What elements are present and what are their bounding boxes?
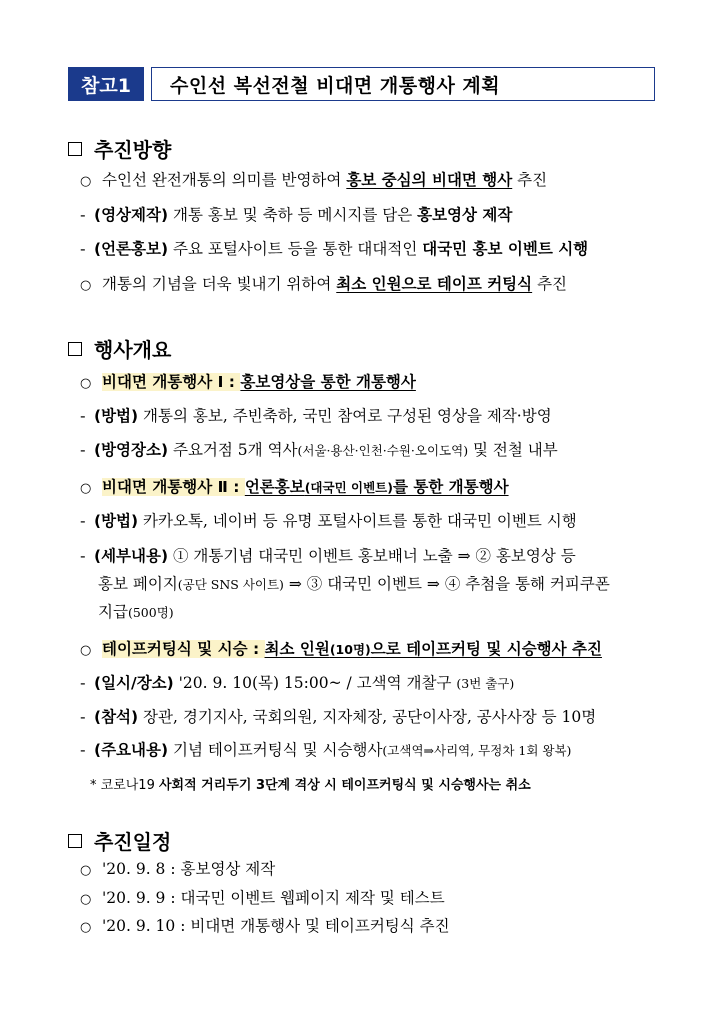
label: (일시/장소) xyxy=(94,674,174,692)
event-2-details-cont-2 xyxy=(98,602,174,623)
dash-bullet-icon: - xyxy=(80,708,86,726)
schedule-item-2 xyxy=(80,888,650,910)
section-title: 추진방향 xyxy=(94,138,172,162)
event-3-time-place xyxy=(80,673,650,694)
label: (영상제작) xyxy=(94,206,169,224)
square-bullet-icon xyxy=(68,834,82,848)
text: '20. 9. 10(목) 15:00~ / 고색역 개찰구 xyxy=(173,674,457,692)
small-text: (500명) xyxy=(127,605,174,620)
label: (세부내용) xyxy=(94,547,169,565)
text: 기념 테이프커팅식 및 시승행사 xyxy=(168,741,383,759)
dash-bullet-icon: - xyxy=(80,240,86,258)
section-heading-schedule xyxy=(68,826,171,855)
event-subtitle: 최소 인원 xyxy=(264,640,330,658)
section-heading-overview xyxy=(68,334,171,363)
event-2-heading xyxy=(80,477,650,499)
text: 및 전철 내부 xyxy=(468,441,558,459)
event-subtitle: 를 통한 개통행사 xyxy=(392,478,509,496)
text: ① 개통기념 대국민 이벤트 홍보배너 노출 ⇒ ② 홍보영상 등 xyxy=(168,547,576,565)
event-2-details xyxy=(80,546,650,566)
small-text: (3번 출구) xyxy=(456,676,515,691)
emphasis: 최소 인원으로 테이프 커팅식 xyxy=(336,275,533,293)
document-header xyxy=(68,67,655,101)
label: (참석) xyxy=(94,708,139,726)
dash-bullet-icon: - xyxy=(80,512,86,530)
small-text: (대국민 이벤트) xyxy=(304,480,393,495)
event-title: 비대면 개통행사 Ⅱ : xyxy=(102,478,245,496)
dash-bullet-icon: - xyxy=(80,441,86,459)
event-subtitle: 으로 테이프커팅 및 시승행사 추진 xyxy=(370,640,602,658)
text: ⇒ ③ 대국민 이벤트 ⇒ ④ 추첨을 통해 커피쿠폰 xyxy=(283,575,610,593)
text: 개통의 기념을 더욱 빛내기 위하여 xyxy=(102,275,337,293)
dash-bullet-icon: - xyxy=(80,206,86,224)
note-emphasis: 사회적 거리두기 3단계 격상 시 테이프커팅식 및 시승행사는 취소 xyxy=(158,778,531,793)
schedule-item-3 xyxy=(80,916,650,938)
small-text: (10명) xyxy=(329,642,371,657)
note-text: * 코로나19 xyxy=(90,778,159,793)
circle-bullet-icon: ○ xyxy=(80,643,92,658)
text: 카카오톡, 네이버 등 유명 포털사이트를 통한 대국민 이벤트 시행 xyxy=(138,512,577,530)
circle-bullet-icon: ○ xyxy=(80,174,92,189)
event-2-details-cont-1 xyxy=(98,574,610,595)
direction-item-2 xyxy=(80,205,650,225)
dash-bullet-icon: - xyxy=(80,407,86,425)
section-heading-direction xyxy=(68,134,171,163)
emphasis: 홍보영상 제작 xyxy=(417,206,513,224)
text: 지급 xyxy=(98,603,128,621)
schedule-text: '20. 9. 8 : 홍보영상 제작 xyxy=(102,860,276,878)
direction-item-4 xyxy=(80,274,650,296)
event-subtitle: 언론홍보 xyxy=(244,478,305,496)
text: 홍보 페이지 xyxy=(98,575,178,593)
reference-badge: 참고1 xyxy=(68,67,144,101)
label: (방영장소) xyxy=(94,441,169,459)
document-title: 수인선 복선전철 비대면 개통행사 계획 xyxy=(151,67,655,101)
label: (주요내용) xyxy=(94,741,169,759)
circle-bullet-icon: ○ xyxy=(80,376,92,391)
small-text: (공단 SNS 사이트) xyxy=(177,577,284,592)
covid-note xyxy=(90,774,660,796)
section-title: 추진일정 xyxy=(94,830,172,854)
text: 추진 xyxy=(532,275,568,293)
event-3-attendees xyxy=(80,707,650,727)
small-text: (서울·용산·인천·수원·오이도역) xyxy=(297,443,469,458)
small-text: (고색역⇒사리역, 무정차 1회 왕복) xyxy=(382,743,572,758)
event-1-place xyxy=(80,440,650,461)
dash-bullet-icon: - xyxy=(80,741,86,759)
circle-bullet-icon: ○ xyxy=(80,863,92,878)
emphasis: 홍보 중심의 비대면 행사 xyxy=(346,171,513,189)
dash-bullet-icon: - xyxy=(80,547,86,565)
square-bullet-icon xyxy=(68,142,82,156)
direction-item-1 xyxy=(80,170,650,192)
text: 개통의 홍보, 주빈축하, 국민 참여로 구성된 영상을 제작·방영 xyxy=(138,407,552,425)
circle-bullet-icon: ○ xyxy=(80,278,92,293)
dash-bullet-icon: - xyxy=(80,674,86,692)
event-2-method xyxy=(80,511,650,531)
label: (방법) xyxy=(94,512,139,530)
schedule-text: '20. 9. 9 : 대국민 이벤트 웹페이지 제작 및 테스트 xyxy=(102,889,445,907)
event-title: 테이프커팅식 및 시승 : xyxy=(102,640,265,658)
text: 수인선 완전개통의 의미를 반영하여 xyxy=(102,171,347,189)
event-1-heading xyxy=(80,372,650,394)
circle-bullet-icon: ○ xyxy=(80,481,92,496)
text: 개통 홍보 및 축하 등 메시지를 담은 xyxy=(168,206,418,224)
schedule-item-1 xyxy=(80,859,650,881)
event-title: 비대면 개통행사 Ⅰ : xyxy=(102,373,241,391)
circle-bullet-icon: ○ xyxy=(80,920,92,935)
emphasis: 대국민 홍보 이벤트 시행 xyxy=(422,240,589,258)
event-1-method xyxy=(80,406,650,426)
label: (언론홍보) xyxy=(94,240,169,258)
text: 주요 포털사이트 등을 통한 대대적인 xyxy=(168,240,423,258)
event-3-heading xyxy=(80,639,650,661)
square-bullet-icon xyxy=(68,342,82,356)
text: 주요거점 5개 역사 xyxy=(168,441,298,459)
event-3-contents xyxy=(80,740,650,761)
text: 장관, 경기지사, 국회의원, 지자체장, 공단이사장, 공사사장 등 10명 xyxy=(138,708,597,726)
text: 추진 xyxy=(512,171,548,189)
section-title: 행사개요 xyxy=(94,338,172,362)
direction-item-3 xyxy=(80,239,650,259)
event-subtitle: 홍보영상을 통한 개통행사 xyxy=(240,373,416,391)
schedule-text: '20. 9. 10 : 비대면 개통행사 및 테이프커팅식 추진 xyxy=(102,917,450,935)
label: (방법) xyxy=(94,407,139,425)
circle-bullet-icon: ○ xyxy=(80,892,92,907)
